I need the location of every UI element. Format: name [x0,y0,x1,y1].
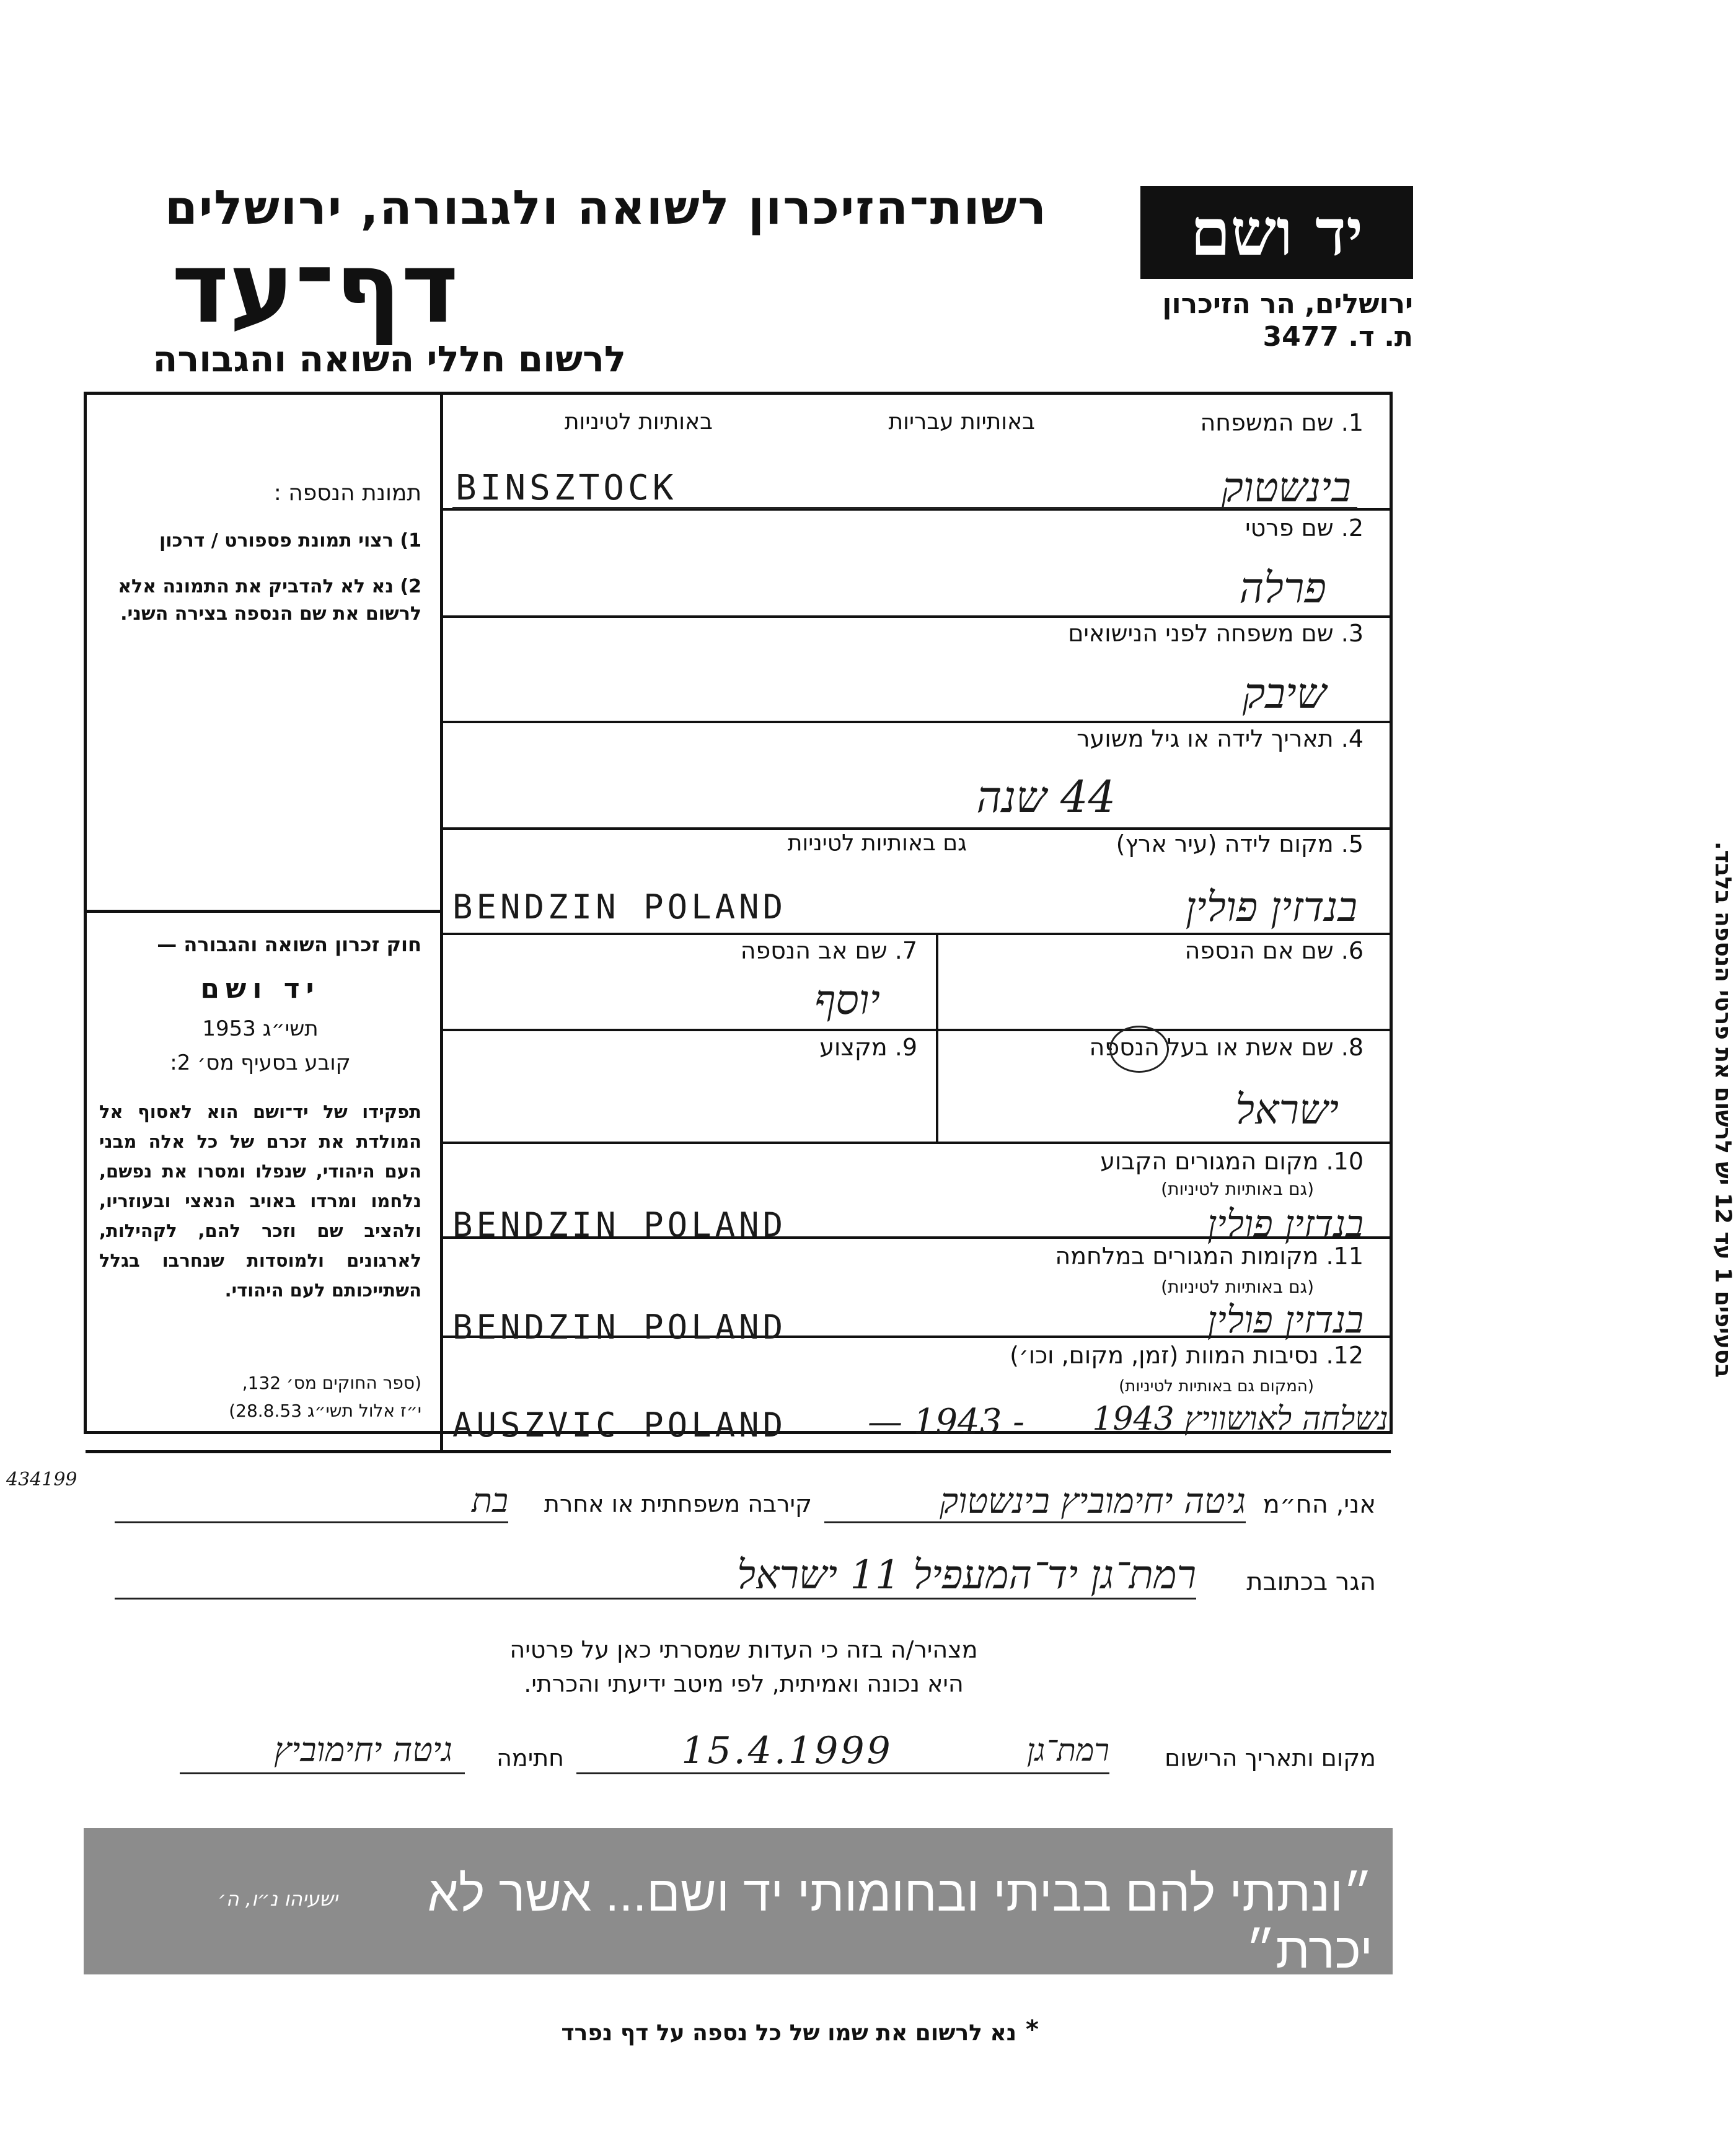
field-2-label: 2. שם פרטי [1245,514,1364,542]
banner-quote: ״ונתתי להם בביתי ובחומותי יד ושם... אשר לא יכרת״ [427,1866,1373,1978]
form-subtitle: לרשום חללי השואה והגבורה [152,338,626,380]
place-date-label: מקום ותאריך הרישום [1165,1745,1376,1772]
field-10-latin-value[interactable]: BENDZIN POLAND [452,1205,787,1244]
address-underline [115,1598,1196,1600]
statement-line-1: מצהיר/ה בזה כי העדות שמסרתי כאן על פרטיה [509,1636,978,1663]
field-11-hebrew-value[interactable]: בנדזין פולין [1207,1298,1364,1342]
field-12-date-value[interactable]: — 1943 - [868,1402,1025,1442]
field-10-sub: (גם באותיות לטיניות) [1161,1179,1314,1199]
field-1-hebrew-value[interactable]: בינשטוק [1221,464,1351,511]
field-12-hebrew-value[interactable]: נשלחה לאושוויץ 1943 [1092,1401,1388,1438]
field-6-label: 6. שם אם הנספה [1184,937,1364,964]
field-7-value[interactable]: יוסף [814,976,880,1024]
field-5-hebrew-value[interactable]: בנדזין פולין [1185,883,1357,931]
field-11-latin-value[interactable]: BENDZIN POLAND [452,1308,787,1347]
relation-underline [115,1521,508,1523]
signature-underline [180,1772,465,1774]
law-body: תפקידו של יד־ושם הוא לאסוף אל המולדת את זכרם של כל אלה מבני העם היהודי, שנפלו ומסרו את נפשם, נלחמו ומרדו באויב הנאצי ובעוזריו, ולהציב שם וזכר להם, לקהילות, לארגונים ולמוסדות שנחרבו בגלל השתייכותם לעם היהודי. [99,1101,421,1301]
place-value[interactable]: רמת־גן [1026,1732,1109,1768]
field-1-hebrew-header: באותיות עבריות [888,409,1035,434]
field-10-hebrew-value[interactable]: בנדזין פולין [1207,1202,1364,1246]
field-1-label: 1. שם המשפחה [1200,409,1364,436]
address-text: ירושלים, הר הזיכרון [1162,288,1413,320]
quote-banner [84,1828,1393,1978]
field-1-latin-value[interactable]: BINSZTOCK [456,468,677,508]
address-label: הגר בכתובת [1246,1568,1376,1596]
margin-number: 434199 [6,1469,77,1490]
footer-asterisk: * [1026,2015,1039,2044]
field-7-label: 7. שם אב הנספה [740,937,917,964]
field-4-value[interactable]: 44 שנה [976,772,1116,822]
signature-label: חתימה [496,1745,564,1772]
photo-note-2: 2) נא לא להדביק את התמונה אלא לרשום את שם הנספה בצירה השני. [118,576,421,625]
relation-label: קירבה משפחתית או אחרת [544,1490,812,1518]
authority-title: רשות־הזיכרון לשואה ולגבורה, ירושלים [165,180,1047,235]
relation-value[interactable]: בת [472,1481,508,1520]
declaration-ani-label: אני, הח״מ [1262,1490,1376,1519]
side-note: בסעיפים 1 עד 12 יש לרשום את פרטי הנספה בלבד. [1710,841,1736,1378]
field-12-latin-value[interactable]: AUSZVIC POLAND [452,1406,787,1445]
place-date-underline [576,1772,1109,1774]
field-3-label: 3. שם משפחה לפני הנישואים [1068,620,1364,647]
field-9-label: 9. מקצוע [819,1034,917,1061]
row-divider [441,615,1391,618]
banner-source: ישעיהו נ״ו, ה׳ [218,1887,338,1911]
field-8-value[interactable]: ישראל [1235,1086,1339,1133]
row-divider [441,1142,1391,1144]
photo-box-title: תמונת הנספה : [273,480,421,506]
law-line-1: חוק זכרון השואה והגבורה — [157,933,421,956]
field-8-label: 8. שם אשת או בעל הנספה [1089,1034,1364,1061]
field-5-latin-header: גם באותיות לטיניות [787,830,967,856]
footer-note: נא לרשום את שמו של כל נספה על דף נפרד [561,2020,1016,2046]
field-10-label: 10. מקום המגורים הקבוע [1100,1148,1364,1175]
column-divider [440,394,443,1452]
law-ref-1: (ספר החוקים מס׳ 132, [242,1373,421,1393]
address-value[interactable]: רמת־גן יד־המעפיל 11 ישראל [737,1552,1196,1598]
row-divider [441,721,1391,723]
date-value[interactable]: 15.4.1999 [681,1729,893,1772]
field-12-sub: (המקום גם באותיות לטיניות) [1119,1377,1314,1396]
field-1-latin-header: באותיות לטיניות [564,409,713,434]
row-divider [441,933,1391,935]
law-line-2: יד ושם [200,973,320,1005]
logo-text: יד ושם [1190,194,1364,270]
yad-vashem-logo [1140,186,1413,279]
field-5-latin-value[interactable]: BENDZIN POLAND [452,887,787,926]
law-line-4: קובע בסעיף מס׳ 2: [170,1050,351,1075]
left-box-divider [86,910,441,913]
declaration-divider [86,1450,1391,1453]
row-vertical-divider [936,933,938,1142]
declarant-name-underline [824,1521,1246,1523]
photo-note-1: 1) רצוי תמונת פספורט / דרכון [159,530,421,552]
declarant-name[interactable]: גיטה יחימוביץ בינשטוק [940,1481,1246,1521]
field-3-value[interactable]: שיבק [1242,669,1326,718]
field-12-label: 12. נסיבות המוות (זמן, מקום, וכו׳) [1010,1342,1364,1369]
field-5-label: 5. מקום לידה (עיר ארץ) [1116,830,1364,858]
field-11-label: 11. מקומות המגורים במלחמה [1055,1243,1364,1270]
row-divider [441,1029,1391,1031]
row-divider [441,827,1391,830]
statement-line-2: היא נכונה ואמיתית, לפי מיטב ידיעתי והכרתי. [524,1670,964,1697]
law-ref-2: י״ז אלול תשי״ג 28.8.53) [229,1401,421,1421]
field-11-sub: (גם באותיות לטיניות) [1161,1277,1314,1297]
field-2-value[interactable]: פרלה [1239,564,1326,613]
field-4-label: 4. תאריך לידה או גיל משוער [1077,725,1364,752]
law-line-3: תשי״ג 1953 [202,1016,319,1041]
signature-value[interactable]: גיטה יחימוביץ [274,1730,452,1769]
field-1-underline [452,507,1357,509]
form-title: דף־עד [171,231,459,345]
pobox-text: ת. ד. 3477 [1262,321,1413,353]
husband-circle-mark [1109,1026,1169,1073]
